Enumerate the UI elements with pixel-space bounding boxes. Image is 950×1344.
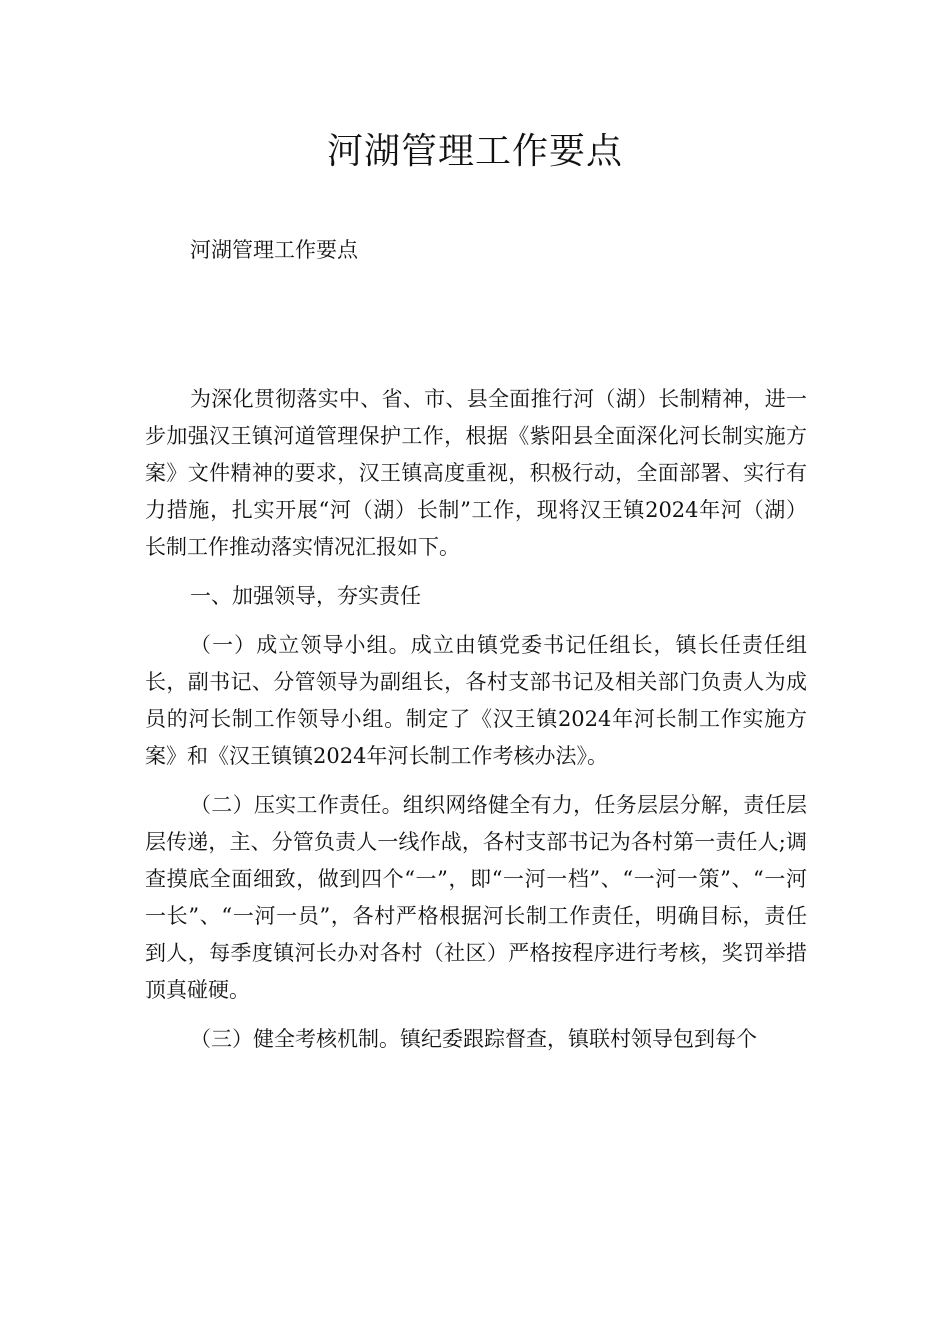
paragraph-leadership-group: （一）成立领导小组。成立由镇党委书记任组长，镇长任责任组长，副书记、分管领导为副组长，各村支部书记及相关部门负责人为成员的河长制工作领导小组。制定了《汉王镇2024年河长制工作实施方案》和《汉王镇镇2024年河长制工作考核办法》。	[145, 633, 807, 768]
paragraph-responsibility: （二）压实工作责任。组织网络健全有力，任务层层分解，责任层层传递，主、分管负责人一线作战，各村支部书记为各村第一责任人;调查摸底全面细致，做到四个“一”，即“一河一档”、“一河一策”、“一河一长”、“一河一员”，各村严格根据河长制工作责任，明确目标，责任到人，每季度镇河长办对各村（社区）严格按程序进行考核，奖罚举措顶真碰硬。	[145, 793, 807, 1002]
document-subtitle: 河湖管理工作要点	[190, 238, 358, 262]
document-body	[145, 381, 807, 1070]
document-title: 河湖管理工作要点	[326, 131, 623, 172]
paragraph-intro: 为深化贯彻落实中、省、市、县全面推行河（湖）长制精神，进一步加强汉王镇河道管理保护工作，根据《紫阳县全面深化河长制实施方案》文件精神的要求，汉王镇高度重视，积极行动，全面部署、实行有力措施，扎实开展“河（湖）长制”工作，现将汉王镇2024年河（湖）长制工作推动落实情况汇报如下。	[145, 387, 807, 559]
section-heading-1: 一、加强领导，夯实责任	[190, 584, 421, 608]
paragraph-assessment: （三）健全考核机制。镇纪委跟踪督查，镇联村领导包到每个	[190, 1027, 757, 1051]
